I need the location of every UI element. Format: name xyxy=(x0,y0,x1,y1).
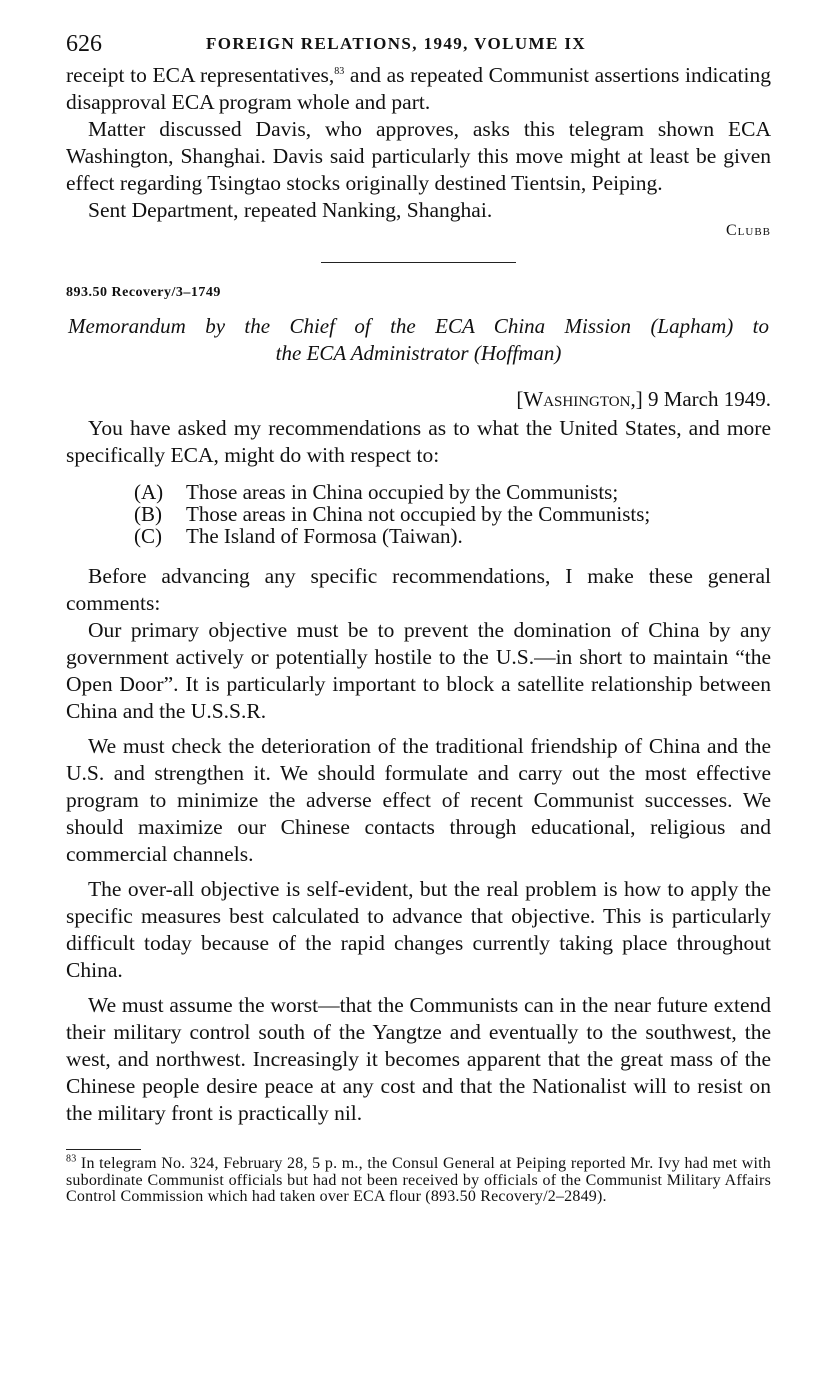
memo-title xyxy=(66,313,771,367)
memo-title-line-2: the ECA Administrator (Hoffman) xyxy=(275,341,562,365)
telegram-paragraph-3: Sent Department, repeated Nanking, Shanghai. xyxy=(88,198,493,222)
footnote-ref[interactable]: 83 xyxy=(334,65,345,77)
memo-paragraph-3: We must check the deterioration of the traditional friendship of China and the U.S. and strengthen it. We should formulate and carry out the most effective program to minimize the adverse effect of recent Communist successes. We should maximize our Chinese contacts through educational, religious and commercial channels. xyxy=(66,734,771,866)
list-item: (C) The Island of Formosa (Taiwan). xyxy=(134,524,463,548)
running-title: FOREIGN RELATIONS, 1949, VOLUME IX xyxy=(206,34,587,53)
memo-paragraph-5: We must assume the worst—that the Communists can in the near future extend their military control south of the Yangtze and eventually to the southwest, the west, and northwest. Increasingly it becomes apparent that the great mass of the Chinese people desire peace at any cost and that the Nationalist will to resist on the military front is practically nil. xyxy=(66,993,771,1125)
section-divider xyxy=(321,262,516,263)
footnote-rule xyxy=(66,1149,141,1150)
telegram-paragraph-1: receipt to ECA representatives,$^{83}$ and as repeated Communist assertions indicating disapproval ECA program whole and part. xyxy=(66,63,771,114)
document-page xyxy=(66,28,771,1222)
footnote xyxy=(66,1153,771,1206)
list-item: (B) Those areas in China not occupied by the Communists; xyxy=(134,502,651,526)
memo-paragraph-4: The over-all objective is self-evident, but the real problem is how to apply the specific measures best calculated to advance that objective. This is particularly difficult today because of the rapid changes currently taking place throughout China. xyxy=(66,877,771,982)
memo-intro: You have asked my recommendations as to what the United States, and more specifically ECA, might do with respect to: xyxy=(66,416,771,467)
memo-date-value: 9 March 1949. xyxy=(642,387,771,411)
file-number: 893.50 Recovery/3–1749 xyxy=(66,285,221,300)
memo-date-place: [Washington,] xyxy=(516,387,643,411)
memo-paragraph-1: Before advancing any specific recommendations, I make these general comments: xyxy=(66,564,771,615)
memo-title-line-1: Memorandum by the Chief of the ECA China Mission (Lapham) to xyxy=(68,314,769,338)
recommendation-areas-list xyxy=(66,481,771,547)
telegram-signature: Clubb xyxy=(725,222,771,239)
footnote-number: 83 xyxy=(66,1153,77,1165)
telegram-paragraph-2: Matter discussed Davis, who approves, asks this telegram shown ECA Washington, Shanghai. Davis said particularly this move might at least be given effect regarding Tsingtao stocks originally destined Tientsin, Peiping. xyxy=(66,117,771,195)
memo-date xyxy=(66,387,771,415)
footnote-text: In telegram No. 324, February 28, 5 p. m., the Consul General at Peiping reported Mr. Ivy had met with subordinate Communist officials but had not been received by officials of the Communist Military Affairs Control Commission which had taken over ECA flour (893.50 Recovery/2–2849). xyxy=(66,1155,771,1205)
telegram-continuation xyxy=(66,62,771,224)
page-number: 626 xyxy=(66,31,102,57)
memo-body xyxy=(66,415,771,1127)
memo-paragraph-2: Our primary objective must be to prevent the domination of China by any government actively or potentially hostile to the U.S.—in short to maintain “the Open Door”. It is particularly important to block a satellite relationship between China and the U.S.S.R. xyxy=(66,618,771,723)
running-head xyxy=(66,28,771,62)
list-item: (A) Those areas in China occupied by the Communists; xyxy=(134,480,619,504)
